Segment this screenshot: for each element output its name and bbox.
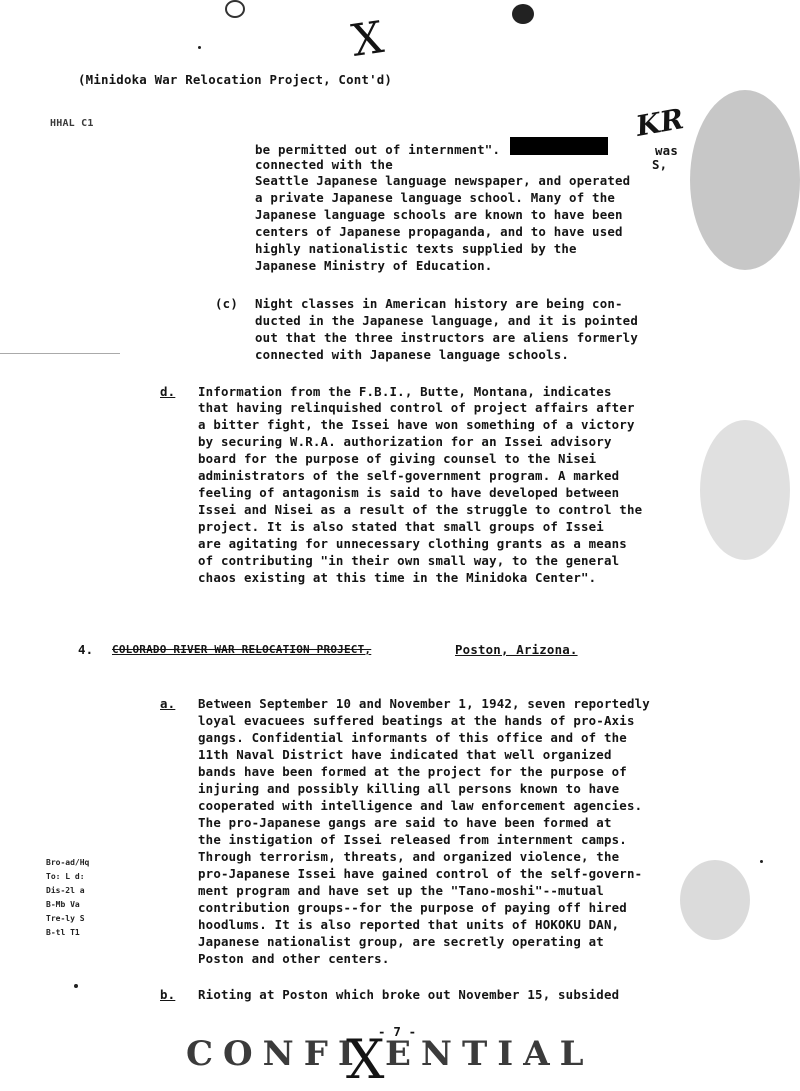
para-b-line: a private Japanese language school. Many of the — [255, 190, 616, 205]
para-d-line: are agitating for unnecessary clothing grants as a means — [198, 536, 627, 551]
para-d-line: board for the purpose of giving counsel to the Nisei — [198, 451, 597, 466]
margin-note: Bro-ad/Hq — [46, 858, 90, 867]
para-4a-line: bands have been formed at the project for the purpose of — [198, 764, 627, 779]
top-ink-ring — [225, 0, 245, 18]
para-d-line: of contributing "in their own small way, to the general — [198, 553, 620, 568]
margin-note: B-Mb Va — [46, 900, 80, 909]
top-handwritten-x: X — [348, 12, 387, 67]
scan-speck — [760, 860, 763, 863]
scan-noise — [700, 420, 790, 560]
para-4a-line: pro-Japanese Issei have gained control of the self-govern- — [198, 866, 643, 881]
para-d-line: by securing W.R.A. authorization for an Issei advisory — [198, 434, 612, 449]
scan-noise — [680, 860, 750, 940]
section-number: 4. — [78, 642, 94, 657]
scan-speck — [198, 46, 201, 49]
page-header: (Minidoka War Relocation Project, Cont'd) — [78, 72, 393, 87]
para-4a-line: Poston and other centers. — [198, 951, 390, 966]
para-c-line: out that the three instructors are aliens formerly — [255, 330, 638, 345]
confidential-stamp-right: ENTIAL — [385, 1034, 594, 1074]
para-b-trailing-word: S, — [652, 157, 668, 172]
para-d-line: project. It is also stated that small groups of Issei — [198, 519, 604, 534]
confidential-stamp-left: CONFI — [186, 1034, 364, 1074]
scan-line — [0, 353, 120, 354]
para-b-trailing-word: was — [655, 143, 678, 158]
para-4a-line: contribution groups--for the purpose of paying off hired — [198, 900, 627, 915]
margin-note: Dis-2l a — [46, 886, 85, 895]
para-d-line: chaos existing at this time in the Minidoka Center". — [198, 570, 597, 585]
para-b-line: highly nationalistic texts supplied by the — [255, 241, 577, 256]
para-4a-line: gangs. Confidential informants of this office and of the — [198, 730, 627, 745]
para-b-line: connected with the — [255, 157, 393, 172]
section-title-struck: COLORADO RIVER WAR RELOCATION PROJECT, — [112, 643, 372, 656]
para-4a-line: injuring and possibly killing all persons known to have — [198, 781, 620, 796]
para-c-line: Night classes in American history are being con- — [255, 296, 623, 311]
para-4a-line: cooperated with intelligence and law enforcement agencies. — [198, 798, 643, 813]
para-4a-line: hoodlums. It is also reported that units of HOKOKU DAN, — [198, 917, 620, 932]
para-b-line: centers of Japanese propaganda, and to have used — [255, 224, 623, 239]
para-4a-line: the instigation of Issei released from internment camps. — [198, 832, 627, 847]
para-b-line: Japanese language schools are known to have been — [255, 207, 623, 222]
para-4a-label: a. — [160, 696, 176, 711]
para-4a-line: Japanese nationalist group, are secretly operating at — [198, 934, 604, 949]
scan-speck — [74, 984, 78, 988]
para-4a-line: loyal evacuees suffered beatings at the hands of pro-Axis — [198, 713, 635, 728]
para-c-label: (c) — [215, 296, 238, 311]
para-c-line: connected with Japanese language schools. — [255, 347, 570, 362]
para-d-line: administrators of the self-government program. A marked — [198, 468, 620, 483]
side-code: KR — [633, 102, 687, 143]
redaction-bar — [510, 137, 608, 155]
para-b-line: be permitted out of internment". — [255, 142, 501, 157]
para-d-line: a bitter fight, the Issei have won something of a victory — [198, 417, 635, 432]
para-4a-line: 11th Naval District have indicated that well organized — [198, 747, 612, 762]
section-title: Poston, Arizona. — [455, 642, 578, 657]
para-4a-line: Between September 10 and November 1, 1942, seven reportedly — [198, 696, 650, 711]
para-4b-line: Rioting at Poston which broke out November 15, subsided — [198, 987, 620, 1002]
margin-note: Tre-ly S — [46, 914, 85, 923]
para-b-line: Seattle Japanese language newspaper, and operated — [255, 173, 631, 188]
para-b-line: Japanese Ministry of Education. — [255, 258, 493, 273]
para-c-line: ducted in the Japanese language, and it is pointed — [255, 313, 638, 328]
para-d-line: Information from the F.B.I., Butte, Montana, indicates — [198, 384, 612, 399]
para-d-label: d. — [160, 384, 176, 399]
para-d-line: feeling of antagonism is said to have developed between — [198, 485, 620, 500]
margin-note: To: L d: — [46, 872, 85, 881]
para-4a-line: ment program and have set up the "Tano-moshi"--mutual — [198, 883, 604, 898]
para-4a-line: Through terrorism, threats, and organized violence, the — [198, 849, 620, 864]
page-number: - 7 - — [378, 1024, 417, 1039]
confidential-stamp-x: X — [346, 1028, 385, 1091]
left-margin-stub: HHAL C1 — [50, 118, 94, 129]
para-d-line: Issei and Nisei as a result of the struggle to control the — [198, 502, 643, 517]
scan-noise — [690, 90, 800, 270]
para-4b-label: b. — [160, 987, 176, 1002]
margin-note: B-tl T1 — [46, 928, 80, 937]
top-ink-blot — [512, 4, 534, 24]
para-d-line: that having relinquished control of project affairs after — [198, 400, 635, 415]
para-4a-line: The pro-Japanese gangs are said to have been formed at — [198, 815, 612, 830]
